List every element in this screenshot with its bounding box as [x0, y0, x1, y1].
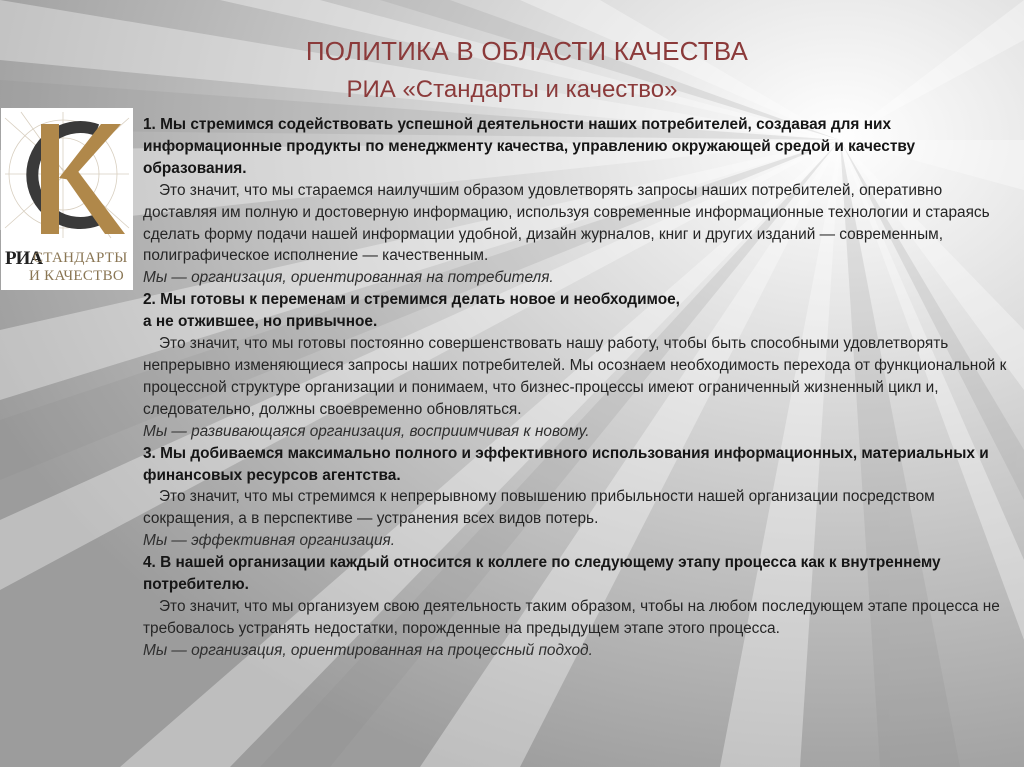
section-4-heading: 4. В нашей организации каждый относится к коллеге по следующему этапу процесса как к внутреннему потребителю.: [143, 554, 941, 594]
logo-text-quality: И КАЧЕСТВО: [29, 268, 125, 284]
section-3-heading: 3. Мы добиваемся максимально полного и эффективного использования информационных, материальных и финансовых ресурсов агентства.: [143, 444, 989, 484]
logo-ria: РИА: [5, 248, 43, 269]
section-4-text: Это значит, что мы организуем свою деятельность таким образом, чтобы на любом последующем этапе процесса не требовалось устранять недостатки, порожденные на предыдущем этапе этого процесса.: [143, 597, 1000, 637]
page-subtitle: РИА «Стандарты и качество»: [346, 76, 678, 103]
section-3-motto: Мы — эффективная организация.: [143, 532, 396, 550]
logo-text-standards: СТАНДАРТЫ: [33, 250, 128, 266]
policy-content: [143, 114, 1013, 662]
section-3-text: Это значит, что мы стремимся к непрерывному повышению прибыльности нашей организации посредством сокращения, а в перспективе — устранения всех видов потерь.: [143, 488, 935, 528]
section-2-heading: 2. Мы готовы к переменам и стремимся делать новое и необходимое,: [143, 291, 680, 309]
section-2-text: Это значит, что мы готовы постоянно совершенствовать нашу работу, чтобы быть способными удовлетворять непрерывно изменяющиеся запросы наших потребителей. Мы осознаем необходимость перехода от функциональной к процессной структуре организации и понимаем, что бизнес-процессы имеют ограниченный жизненный цикл и, следовательно, должны своевременно обновляться.: [143, 335, 1007, 418]
section-1-motto: Мы — организация, ориентированная на потребителя.: [143, 269, 554, 287]
company-logo: [1, 108, 133, 290]
section-4-motto: Мы — организация, ориентированная на процессный подход.: [143, 641, 593, 659]
section-1-heading: 1. Мы стремимся содействовать успешной деятельности наших потребителей, создавая для них информационные продукты по менеджменту качества, управлению окружающей средой и качеству образования.: [143, 116, 916, 177]
section-1-text: Это значит, что мы стараемся наилучшим образом удовлетворять запросы наших потребителей, оперативно доставляя им полную и достоверную информацию, используя современные информационные технологии и стараясь сделать форму подачи нашей информации удобной, дизайн журналов, книг и других изданий — современным, полиграфическое исполнение — качественным.: [143, 181, 990, 265]
section-2-heading-cont: а не отжившее, но привычное.: [143, 313, 378, 331]
logo-mark-icon: [1, 108, 133, 248]
page-title: ПОЛИТИКА В ОБЛАСТИ КАЧЕСТВА: [305, 36, 749, 66]
section-2-motto: Мы — развивающаяся организация, восприимчивая к новому.: [143, 422, 590, 440]
